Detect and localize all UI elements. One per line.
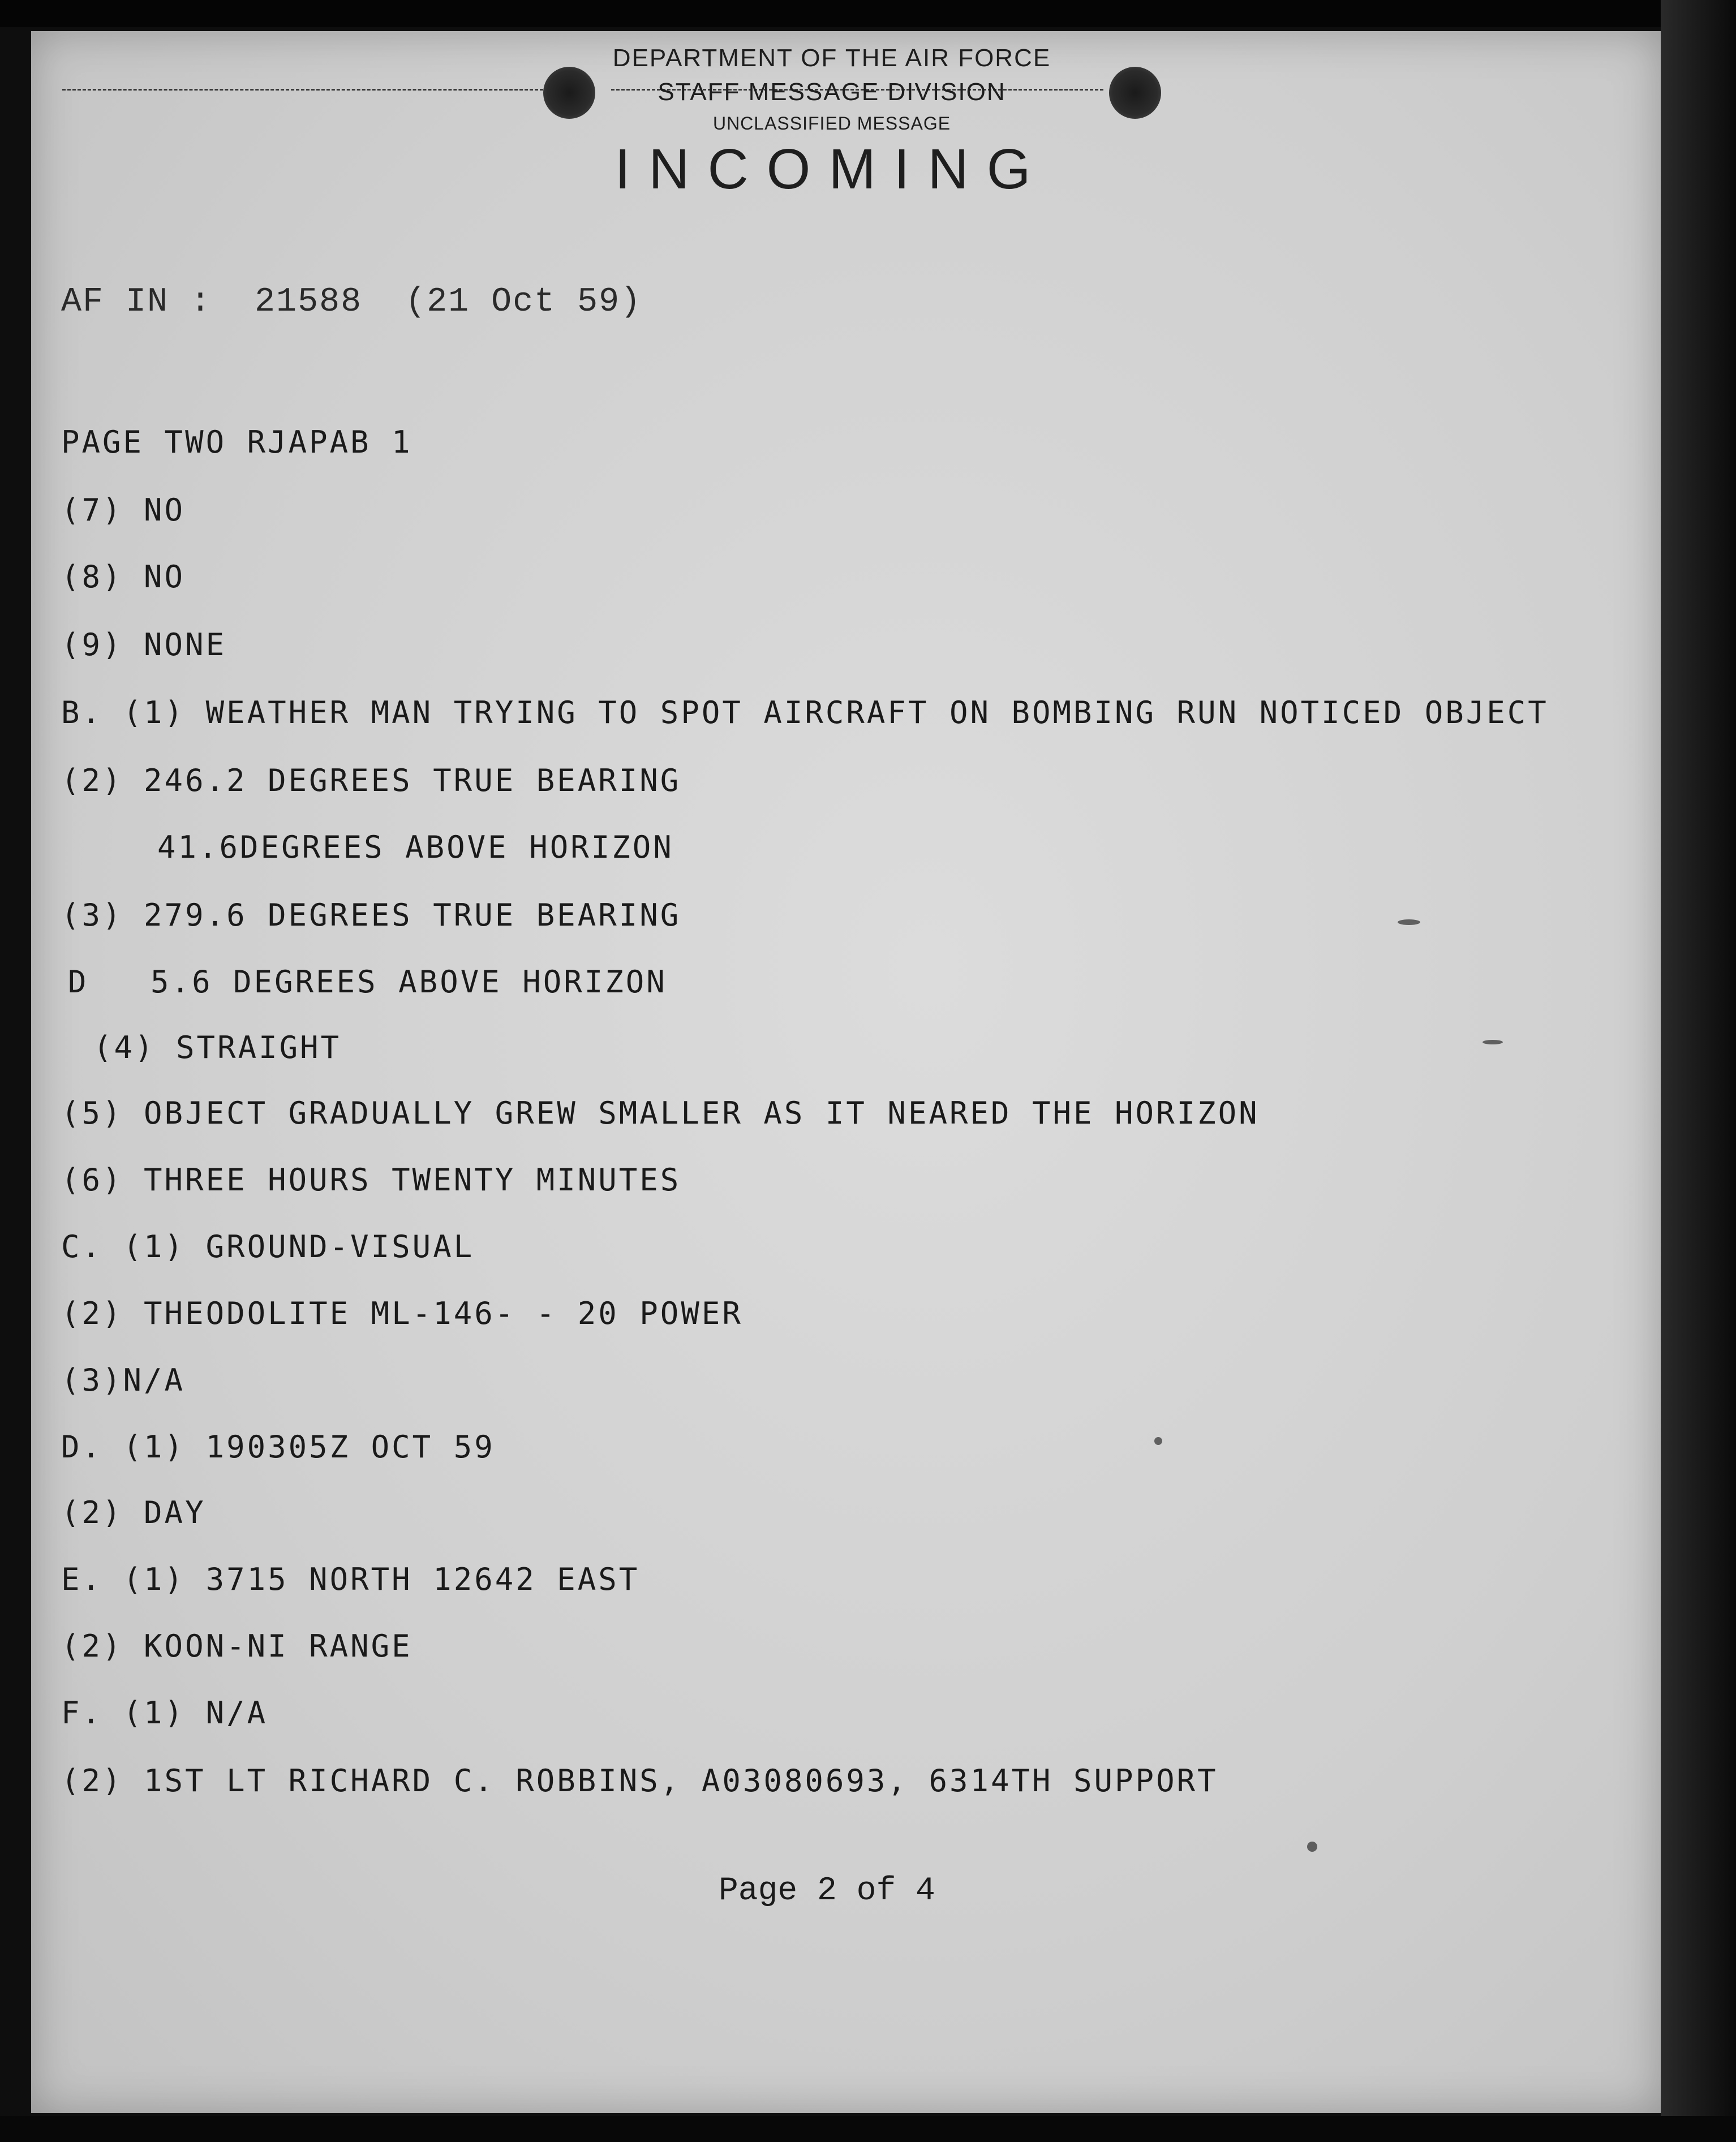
copy-speck (1398, 919, 1420, 925)
message-line: E. (1) 3715 NORTH 12642 EAST (61, 1562, 640, 1597)
top-dark-edge (0, 0, 1736, 27)
message-line: (4) STRAIGHT (93, 1030, 342, 1065)
message-line: (2) DAY (61, 1495, 206, 1530)
message-line: (8) NO (61, 559, 186, 595)
message-line: (5) OBJECT GRADUALLY GREW SMALLER AS IT NEARED THE HORIZON (61, 1095, 1260, 1131)
message-sheet (31, 31, 1661, 2113)
message-line: PAGE TWO RJAPAB 1 (61, 424, 412, 460)
incoming-heading: INCOMING (615, 137, 1049, 201)
division-heading: STAFF MESSAGE DIVISION (658, 78, 1006, 106)
message-line: (2) KOON-NI RANGE (61, 1628, 412, 1664)
copy-speck (1483, 1040, 1503, 1044)
message-line: D 5.6 DEGREES ABOVE HORIZON (68, 964, 667, 1000)
page-number: Page 2 of 4 (719, 1873, 935, 1909)
message-line: (2) THEODOLITE ML-146- - 20 POWER (61, 1296, 743, 1331)
message-line: C. (1) GROUND-VISUAL (61, 1229, 475, 1264)
classification-heading: UNCLASSIFIED MESSAGE (712, 113, 951, 134)
message-line: F. (1) N/A (61, 1695, 268, 1731)
af-in-reference: AF IN : 21588 (21 Oct 59) (61, 283, 642, 321)
message-line: B. (1) WEATHER MAN TRYING TO SPOT AIRCRAFT ON BOMBING RUN NOTICED OBJECT (61, 695, 1549, 730)
message-line: (2) 1ST LT RICHARD C. ROBBINS, A03080693, 6314TH SUPPORT (61, 1763, 1218, 1799)
copy-speck (1154, 1437, 1162, 1445)
message-line: (7) NO (61, 492, 186, 528)
message-line: (3) 279.6 DEGREES TRUE BEARING (61, 897, 681, 933)
copy-speck (1307, 1842, 1317, 1852)
message-line: (6) THREE HOURS TWENTY MINUTES (61, 1162, 681, 1198)
message-line: D. (1) 190305Z OCT 59 (61, 1429, 495, 1465)
message-line: (9) NONE (61, 627, 227, 663)
message-line: 41.6DEGREES ABOVE HORIZON (157, 829, 674, 865)
bottom-dark-edge (0, 2116, 1736, 2142)
message-line: (2) 246.2 DEGREES TRUE BEARING (61, 763, 681, 798)
department-heading: DEPARTMENT OF THE AIR FORCE (612, 44, 1051, 72)
message-line: (3)N/A (61, 1362, 186, 1398)
right-dark-edge (1661, 0, 1736, 2142)
